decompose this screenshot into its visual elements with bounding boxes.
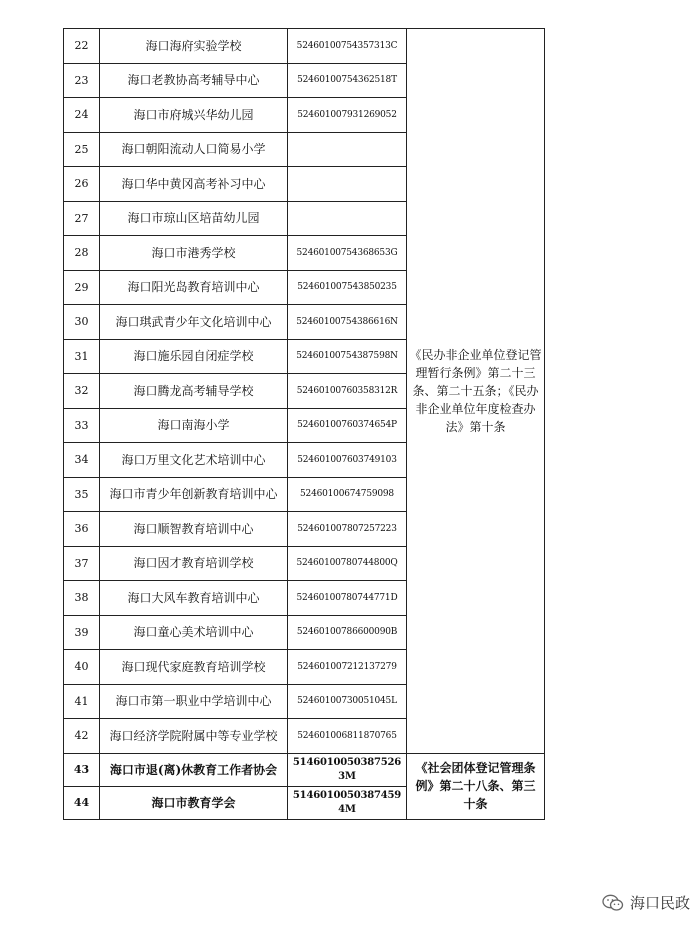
credit-code: 524601007543850235: [288, 270, 407, 305]
credit-code: 52460100786600090B: [288, 615, 407, 650]
row-number: 34: [64, 443, 100, 478]
table-body: [64, 29, 545, 820]
organization-name: 海口朝阳流动人口简易小学: [100, 132, 288, 167]
credit-code: 51460100503874594M: [288, 786, 407, 819]
row-number: 41: [64, 684, 100, 719]
wechat-icon: [602, 894, 624, 912]
row-number: 29: [64, 270, 100, 305]
organization-name: 海口顺智教育培训中心: [100, 512, 288, 547]
row-number: 30: [64, 305, 100, 340]
credit-code: 52460100754368653G: [288, 236, 407, 271]
organization-name: 海口老教协高考辅导中心: [100, 63, 288, 98]
organization-name: 海口华中黄冈高考补习中心: [100, 167, 288, 202]
row-number: 27: [64, 201, 100, 236]
row-number: 22: [64, 29, 100, 64]
row-number: 31: [64, 339, 100, 374]
row-number: 33: [64, 408, 100, 443]
organization-name: 海口市退(离)休教育工作者协会: [100, 753, 288, 786]
credit-code: 52460100760374654P: [288, 408, 407, 443]
row-number: 40: [64, 650, 100, 685]
organization-name: 海口市琼山区培苗幼儿园: [100, 201, 288, 236]
row-number: 36: [64, 512, 100, 547]
organization-name: 海口经济学院附属中等专业学校: [100, 719, 288, 754]
credit-code: 524601007212137279: [288, 650, 407, 685]
credit-code: [288, 167, 407, 202]
row-number: 38: [64, 581, 100, 616]
organization-name: 海口童心美术培训中心: [100, 615, 288, 650]
legal-basis: 《民办非企业单位登记管理暂行条例》第二十三条、第二十五条；《民办非企业单位年度检查办法》第十条: [407, 29, 545, 754]
credit-code: 51460100503875263M: [288, 753, 407, 786]
credit-code: 524601007931269052: [288, 98, 407, 133]
organization-name: 海口万里文化艺术培训中心: [100, 443, 288, 478]
row-number: 24: [64, 98, 100, 133]
organization-name: 海口南海小学: [100, 408, 288, 443]
organization-name: 海口大风车教育培训中心: [100, 581, 288, 616]
row-number: 35: [64, 477, 100, 512]
table-row: [64, 753, 545, 786]
credit-code: 52460100754387598N: [288, 339, 407, 374]
organization-name: 海口市第一职业中学培训中心: [100, 684, 288, 719]
organization-name: 海口海府实验学校: [100, 29, 288, 64]
organization-name: 海口因才教育培训学校: [100, 546, 288, 581]
organization-name: 海口腾龙高考辅导学校: [100, 374, 288, 409]
credit-code: [288, 132, 407, 167]
row-number: 37: [64, 546, 100, 581]
row-number: 42: [64, 719, 100, 754]
watermark-text: 海口民政: [629, 894, 690, 912]
row-number: 44: [64, 786, 100, 819]
row-number: 43: [64, 753, 100, 786]
credit-code: [288, 201, 407, 236]
row-number: 28: [64, 236, 100, 271]
row-number: 23: [64, 63, 100, 98]
credit-code: 52460100754386616N: [288, 305, 407, 340]
credit-code: 524601006811870765: [288, 719, 407, 754]
row-number: 25: [64, 132, 100, 167]
credit-code: 524601007807257223: [288, 512, 407, 547]
credit-code: 52460100780744800Q: [288, 546, 407, 581]
organization-name: 海口施乐园自闭症学校: [100, 339, 288, 374]
credit-code: 52460100730051045L: [288, 684, 407, 719]
organization-name: 海口市府城兴华幼儿园: [100, 98, 288, 133]
organization-table: [63, 28, 545, 820]
credit-code: 52460100760358312R: [288, 374, 407, 409]
organization-name: 海口阳光岛教育培训中心: [100, 270, 288, 305]
credit-code: 524601007603749103: [288, 443, 407, 478]
watermark: [602, 892, 690, 913]
credit-code: 52460100780744771D: [288, 581, 407, 616]
table-row: [64, 29, 545, 64]
row-number: 26: [64, 167, 100, 202]
organization-name: 海口琪武青少年文化培训中心: [100, 305, 288, 340]
organization-name: 海口现代家庭教育培训学校: [100, 650, 288, 685]
credit-code: 52460100754357313C: [288, 29, 407, 64]
credit-code: 52460100754362518T: [288, 63, 407, 98]
legal-basis: 《社会团体登记管理条例》第二十八条、第三十条: [407, 753, 545, 819]
organization-name: 海口市青少年创新教育培训中心: [100, 477, 288, 512]
row-number: 32: [64, 374, 100, 409]
organization-name: 海口市港秀学校: [100, 236, 288, 271]
row-number: 39: [64, 615, 100, 650]
credit-code: 524601006747590​98: [288, 477, 407, 512]
organization-name: 海口市教育学会: [100, 786, 288, 819]
